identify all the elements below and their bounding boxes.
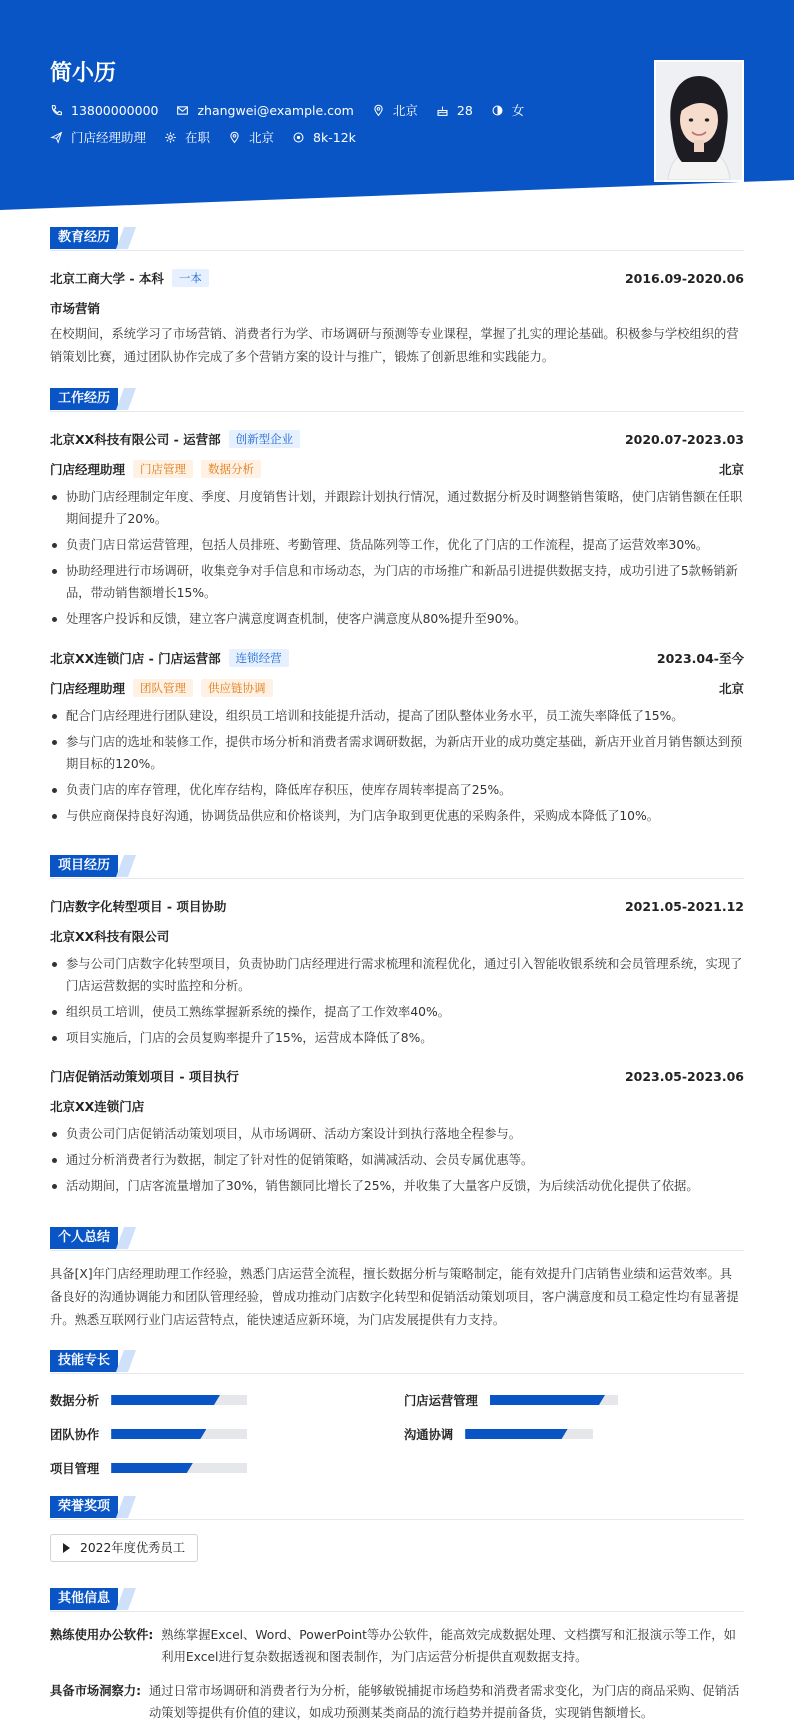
skill-item	[404, 1391, 618, 1409]
list-item: 参与门店的选址和装修工作，提供市场分析和消费者需求调研数据，为新店开业的成功奠定基础，新店开业首月销售额达到预期目标的120%。	[50, 731, 744, 775]
project-org: 北京XX科技有限公司	[50, 929, 170, 944]
project-bullets	[50, 1123, 744, 1201]
award-text: 2022年度优秀员工	[80, 1541, 186, 1555]
section-title: 个人总结	[50, 1227, 118, 1249]
triangle-icon	[63, 1543, 70, 1553]
projects-section	[50, 855, 744, 1193]
salary-icon	[292, 131, 305, 144]
list-item: 负责公司门店促销活动策划项目，从市场调研、活动方案设计到执行落地全程参与。	[50, 1123, 744, 1145]
skill-item	[50, 1459, 247, 1477]
award-item	[50, 1534, 198, 1562]
skill-bar-fill	[111, 1463, 193, 1473]
other-section	[50, 1588, 744, 1720]
email-text: zhangwei@example.com	[197, 102, 354, 118]
work-bullets	[50, 705, 744, 831]
skill-item	[50, 1425, 247, 1443]
location-icon	[228, 131, 241, 144]
awards-section	[50, 1496, 744, 1555]
work-date: 2020.07-2023.03	[624, 431, 744, 447]
skill-bar-fill	[490, 1395, 605, 1405]
list-item: 通过分析消费者行为数据，制定了针对性的促销策略，如满减活动、会员专属优惠等。	[50, 1149, 744, 1171]
list-item: 参与公司门店数字化转型项目，负责协助门店经理进行需求梳理和流程优化，通过引入智能收银系统和会员管理系统，实现了门店运营数据的实时监控和分析。	[50, 953, 744, 997]
job-intent-row	[50, 128, 374, 146]
work-city: 北京	[718, 462, 744, 477]
company-name: 北京XX科技有限公司 - 运营部	[50, 432, 221, 447]
other-value: 熟练掌握Excel、Word、PowerPoint等办公软件，能高效完成数据处理、文档撰写和汇报演示等工作，如利用Excel进行复杂数据透视和图表制作，为门店运营分析提供直观数据支持。	[161, 1628, 736, 1664]
cake-icon	[436, 104, 449, 117]
skill-tag: 数据分析	[201, 460, 261, 478]
skill-tag: 门店管理	[133, 460, 193, 478]
education-section	[50, 227, 744, 364]
company-tag: 创新型企业	[229, 430, 301, 448]
skill-bar	[465, 1429, 593, 1439]
education-date: 2016.09-2020.06	[624, 270, 744, 286]
list-item: 活动期间，门店客流量增加了30%，销售额同比增长了25%，并收集了大量客户反馈，为后续活动优化提供了依据。	[50, 1175, 744, 1197]
email-icon	[176, 104, 189, 117]
project-name: 门店促销活动策划项目 - 项目执行	[50, 1069, 239, 1084]
skill-bar	[490, 1395, 618, 1405]
skill-bar	[111, 1463, 247, 1473]
section-title: 技能专长	[50, 1350, 118, 1372]
skill-name: 数据分析	[50, 1394, 100, 1408]
list-item: 与供应商保持良好沟通，协调货品供应和价格谈判，为门店争取到更优惠的采购条件，采购成本降低了10%。	[50, 805, 744, 827]
candidate-name: 简小历	[50, 61, 117, 86]
skill-bar	[111, 1429, 247, 1439]
phone-text: 13800000000	[71, 102, 159, 118]
list-item: 配合门店经理进行团队建设，组织员工培训和技能提升活动，提高了团队整体业务水平，员工流失率降低了15%。	[50, 705, 744, 727]
skills-section	[50, 1350, 744, 1476]
status-text: 在职	[185, 130, 211, 145]
list-item: 负责门店日常运营管理，包括人员排班、考勤管理、货品陈列等工作，优化了门店的工作流程，提高了运营效率30%。	[50, 534, 744, 556]
skill-bar	[111, 1395, 247, 1405]
education-desc: 在校期间，系统学习了市场营销、消费者行为学、市场调研与预测等专业课程，掌握了扎实的理论基础。积极参与学校组织的营销策划比赛，通过团队协作完成了多个营销方案的设计与推广，锻炼了创新思维和实践能力。	[50, 327, 739, 364]
work-section	[50, 388, 744, 823]
other-item	[50, 1680, 744, 1724]
other-key: 熟练使用办公软件:	[50, 1628, 154, 1642]
company-tag: 连锁经营	[229, 649, 289, 667]
school-tag: 一本	[172, 269, 209, 287]
school-name: 北京工商大学 - 本科	[50, 271, 164, 286]
skill-tag: 团队管理	[133, 679, 193, 697]
project-name: 门店数字化转型项目 - 项目协助	[50, 899, 227, 914]
skill-bar-fill	[111, 1395, 220, 1405]
skill-item	[50, 1391, 247, 1409]
gender-icon	[491, 104, 504, 117]
role-name: 门店经理助理	[50, 681, 126, 696]
gender-text: 女	[511, 103, 525, 118]
company-name: 北京XX连锁门店 - 门店运营部	[50, 651, 221, 666]
skill-name: 团队协作	[50, 1428, 100, 1442]
project-bullets	[50, 953, 744, 1053]
location-icon	[372, 104, 385, 117]
section-title: 工作经历	[50, 388, 118, 410]
list-item: 负责门店的库存管理，优化库存结构，降低库存积压，使库存周转率提高了25%。	[50, 779, 744, 801]
other-item	[50, 1624, 744, 1668]
send-icon	[50, 131, 63, 144]
profile-photo	[654, 60, 744, 182]
project-date: 2021.05-2021.12	[624, 898, 744, 914]
skill-name: 项目管理	[50, 1462, 100, 1476]
work-bullets	[50, 486, 744, 634]
salary-text: 8k-12k	[313, 129, 356, 145]
skill-tag: 供应链协调	[201, 679, 273, 697]
skill-bar-fill	[465, 1429, 567, 1439]
age-text: 28	[456, 102, 473, 118]
other-value: 通过日常市场调研和消费者行为分析，能够敏锐捕捉市场趋势和消费者需求变化，为门店的商品采购、促销活动策划等提供有价值的建议，如成功预测某类商品的流行趋势并提前备货，实现销售额增长。	[149, 1684, 740, 1720]
work-date: 2023.04-至今	[656, 651, 744, 666]
list-item: 项目实施后，门店的会员复购率提升了15%，运营成本降低了8%。	[50, 1027, 744, 1049]
section-title: 教育经历	[50, 227, 118, 249]
section-title: 其他信息	[50, 1588, 118, 1610]
skill-bar-fill	[111, 1429, 206, 1439]
role-name: 门店经理助理	[50, 462, 126, 477]
city-text: 北京	[249, 130, 275, 145]
list-item: 协助经理进行市场调研，收集竞争对手信息和市场动态，为门店的市场推广和新品引进提供数据支持，成功引进了5款畅销新品，带动销售额增长15%。	[50, 560, 744, 604]
gear-icon	[164, 131, 177, 144]
work-city: 北京	[718, 681, 744, 696]
list-item: 组织员工培训，使员工熟练掌握新系统的操作，提高了工作效率40%。	[50, 1001, 744, 1023]
major: 市场营销	[50, 301, 101, 316]
summary-section	[50, 1227, 744, 1327]
location-text: 北京	[392, 103, 418, 118]
list-item: 协助门店经理制定年度、季度、月度销售计划，并跟踪计划执行情况，通过数据分析及时调整销售策略，使门店销售额在任职期间提升了20%。	[50, 486, 744, 530]
summary-text: 具备[X]年门店经理助理工作经验，熟悉门店运营全流程，擅长数据分析与策略制定，能有效提升门店销售业绩和运营效率。具备良好的沟通协调能力和团队管理经验，曾成功推动门店数字化转型和促销活动策划项目，客户满意度和员工稳定性均有显著提升。熟悉互联网行业门店运营特点，能快速适应新环境，为门店发展提供有力支持。	[50, 1267, 739, 1327]
phone-icon	[50, 104, 63, 117]
section-title: 项目经历	[50, 855, 118, 877]
resume-header	[0, 0, 794, 210]
skill-name: 门店运营管理	[404, 1394, 478, 1408]
position-text: 门店经理助理	[71, 130, 147, 145]
project-date: 2023.05-2023.06	[624, 1068, 744, 1084]
skill-name: 沟通协调	[404, 1428, 454, 1442]
project-org: 北京XX连锁门店	[50, 1099, 145, 1114]
other-key: 具备市场洞察力:	[50, 1684, 141, 1698]
contact-row	[50, 101, 542, 119]
list-item: 处理客户投诉和反馈，建立客户满意度调查机制，使客户满意度从80%提升至90%。	[50, 608, 744, 630]
skill-item	[404, 1425, 593, 1443]
section-title: 荣誉奖项	[50, 1496, 118, 1518]
